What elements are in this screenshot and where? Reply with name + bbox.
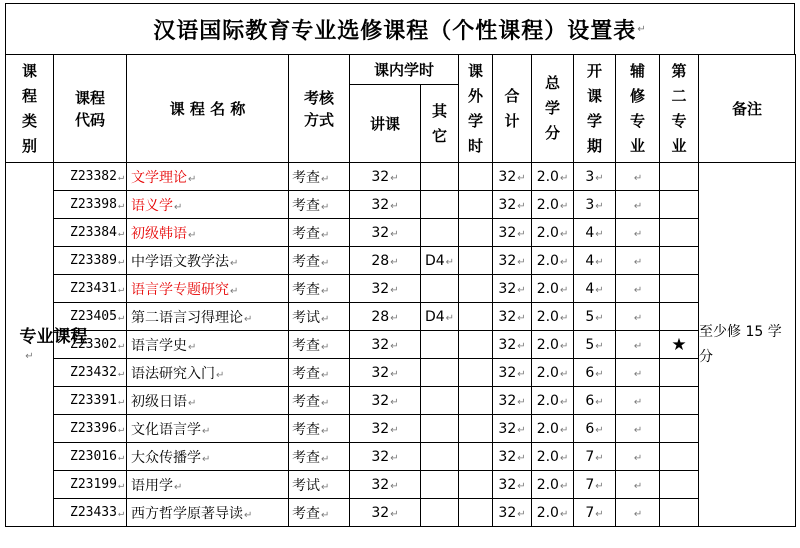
credits: 2.0↵	[532, 247, 574, 275]
paragraph-mark-icon: ↵	[559, 172, 569, 184]
course-code: Z23398↵	[54, 191, 127, 219]
paragraph-mark-icon: ↵	[445, 312, 455, 324]
document-page	[5, 3, 795, 527]
out-class-hours	[459, 387, 493, 415]
paragraph-mark-icon: ↵	[202, 425, 211, 437]
category-cell	[6, 163, 88, 527]
other-hours	[421, 163, 459, 191]
out-class-hours	[459, 191, 493, 219]
paragraph-mark-icon: ↵	[633, 508, 643, 520]
paragraph-mark-icon: ↵	[188, 397, 197, 409]
paragraph-mark-icon: ↵	[517, 508, 526, 520]
credits: 2.0↵	[532, 219, 574, 247]
table-row	[6, 443, 796, 471]
credits: 2.0↵	[532, 191, 574, 219]
table-title	[5, 3, 795, 54]
out-class-hours	[459, 415, 493, 443]
minor-flag	[616, 247, 660, 275]
paragraph-mark-icon: ↵	[188, 229, 197, 241]
paragraph-mark-icon: ↵	[244, 509, 253, 521]
paragraph-mark-icon: ↵	[633, 340, 643, 352]
paragraph-mark-icon: ↵	[390, 396, 399, 408]
paragraph-mark-icon: ↵	[517, 284, 526, 296]
course-name: 文化语言学↵	[127, 415, 289, 443]
other-hours	[421, 387, 459, 415]
paragraph-mark-icon: ↵	[595, 256, 604, 268]
table-row	[6, 331, 796, 359]
lecture-hours: 32↵	[350, 219, 421, 247]
table-row	[6, 303, 796, 331]
lecture-hours: 32↵	[350, 163, 421, 191]
paragraph-mark-icon: ↵	[230, 257, 239, 269]
paragraph-mark-icon: ↵	[188, 173, 197, 185]
paragraph-mark-icon: ↵	[117, 312, 124, 323]
lecture-hours: 32↵	[350, 415, 421, 443]
credits: 2.0↵	[532, 387, 574, 415]
header-out-class-hours: 课外学时	[459, 55, 493, 163]
table-row	[6, 219, 796, 247]
total-hours: 32↵	[493, 387, 532, 415]
credits: 2.0↵	[532, 303, 574, 331]
paragraph-mark-icon: ↵	[517, 172, 526, 184]
paragraph-mark-icon: ↵	[390, 200, 399, 212]
paragraph-mark-icon: ↵	[117, 452, 124, 463]
course-code: Z23199↵	[54, 471, 127, 499]
assessment-method: 考查↵	[289, 191, 350, 219]
paragraph-mark-icon: ↵	[633, 452, 643, 464]
other-hours	[421, 443, 459, 471]
second-major-flag: ★	[660, 331, 699, 359]
minor-flag	[616, 163, 660, 191]
total-hours: 32↵	[493, 275, 532, 303]
paragraph-mark-icon: ↵	[321, 481, 330, 493]
total-hours: 32↵	[493, 219, 532, 247]
course-code: Z23432↵	[54, 359, 127, 387]
paragraph-mark-icon: ↵	[174, 201, 183, 213]
minor-flag	[616, 191, 660, 219]
total-hours: 32↵	[493, 443, 532, 471]
paragraph-mark-icon: ↵	[517, 452, 526, 464]
credits: 2.0↵	[532, 415, 574, 443]
credits: 2.0↵	[532, 331, 574, 359]
course-name: 语言学史↵	[127, 331, 289, 359]
semester: 5↵	[574, 303, 616, 331]
paragraph-mark-icon: ↵	[595, 396, 604, 408]
total-hours: 32↵	[493, 415, 532, 443]
second-major-flag	[660, 219, 699, 247]
paragraph-mark-icon: ↵	[117, 284, 124, 295]
paragraph-mark-icon: ↵	[517, 312, 526, 324]
paragraph-mark-icon: ↵	[559, 508, 569, 520]
paragraph-mark-icon: ↵	[117, 340, 124, 351]
header-remark: 备注	[699, 55, 796, 163]
paragraph-mark-icon: ↵	[117, 228, 124, 239]
credits: 2.0↵	[532, 275, 574, 303]
course-code: Z23391↵	[54, 387, 127, 415]
lecture-hours: 32↵	[350, 275, 421, 303]
assessment-method: 考查↵	[289, 247, 350, 275]
paragraph-mark-icon: ↵	[321, 285, 330, 297]
header-category: 课程类别	[6, 55, 54, 163]
paragraph-mark-icon: ↵	[321, 425, 330, 437]
course-code: Z23389↵	[54, 247, 127, 275]
paragraph-mark-icon: ↵	[633, 424, 643, 436]
assessment-method: 考查↵	[289, 359, 350, 387]
out-class-hours	[459, 443, 493, 471]
paragraph-mark-icon: ↵	[117, 368, 124, 379]
second-major-flag	[660, 499, 699, 527]
paragraph-mark-icon: ↵	[390, 284, 399, 296]
paragraph-mark-icon: ↵	[390, 256, 399, 268]
paragraph-mark-icon: ↵	[595, 228, 604, 240]
remark-text: 至少修 15 学分	[699, 323, 782, 365]
paragraph-mark-icon: ↵	[637, 23, 647, 35]
paragraph-mark-icon: ↵	[321, 173, 330, 185]
paragraph-mark-icon: ↵	[117, 396, 124, 407]
paragraph-mark-icon: ↵	[188, 341, 197, 353]
header-other: 其它	[421, 85, 459, 163]
assessment-method: 考查↵	[289, 387, 350, 415]
paragraph-mark-icon: ↵	[517, 228, 526, 240]
semester: 7↵	[574, 499, 616, 527]
assessment-method: 考查↵	[289, 163, 350, 191]
total-hours: 32↵	[493, 359, 532, 387]
assessment-method: 考查↵	[289, 219, 350, 247]
minor-flag	[616, 275, 660, 303]
out-class-hours	[459, 359, 493, 387]
lecture-hours: 32↵	[350, 331, 421, 359]
other-hours	[421, 471, 459, 499]
paragraph-mark-icon: ↵	[595, 368, 604, 380]
out-class-hours	[459, 247, 493, 275]
paragraph-mark-icon: ↵	[321, 453, 330, 465]
out-class-hours	[459, 275, 493, 303]
table-row	[6, 275, 796, 303]
other-hours	[421, 275, 459, 303]
paragraph-mark-icon: ↵	[559, 256, 569, 268]
paragraph-mark-icon: ↵	[390, 228, 399, 240]
second-major-flag	[660, 387, 699, 415]
paragraph-mark-icon: ↵	[117, 424, 124, 435]
semester: 4↵	[574, 219, 616, 247]
total-hours: 32↵	[493, 331, 532, 359]
semester: 7↵	[574, 443, 616, 471]
other-hours: D4↵	[421, 303, 459, 331]
paragraph-mark-icon: ↵	[321, 229, 330, 241]
lecture-hours: 32↵	[350, 387, 421, 415]
course-code: Z23396↵	[54, 415, 127, 443]
paragraph-mark-icon: ↵	[321, 509, 330, 521]
total-hours: 32↵	[493, 163, 532, 191]
second-major-flag	[660, 303, 699, 331]
header-assessment: 考核方式	[289, 55, 350, 163]
paragraph-mark-icon: ↵	[595, 480, 604, 492]
paragraph-mark-icon: ↵	[595, 424, 604, 436]
paragraph-mark-icon: ↵	[517, 200, 526, 212]
minor-flag	[616, 219, 660, 247]
paragraph-mark-icon: ↵	[202, 453, 211, 465]
paragraph-mark-icon: ↵	[390, 424, 399, 436]
table-row	[6, 387, 796, 415]
course-code: Z23431↵	[54, 275, 127, 303]
paragraph-mark-icon: ↵	[633, 200, 643, 212]
paragraph-mark-icon: ↵	[633, 396, 643, 408]
paragraph-mark-icon: ↵	[559, 480, 569, 492]
table-row	[6, 191, 796, 219]
total-hours: 32↵	[493, 191, 532, 219]
remark-cell	[699, 163, 796, 527]
second-major-flag	[660, 247, 699, 275]
paragraph-mark-icon: ↵	[595, 340, 604, 352]
paragraph-mark-icon: ↵	[517, 396, 526, 408]
paragraph-mark-icon: ↵	[559, 340, 569, 352]
semester: 4↵	[574, 275, 616, 303]
second-major-flag	[660, 163, 699, 191]
paragraph-mark-icon: ↵	[595, 312, 604, 324]
course-name: 第二语言习得理论↵	[127, 303, 289, 331]
out-class-hours	[459, 163, 493, 191]
course-code: Z23433↵	[54, 499, 127, 527]
paragraph-mark-icon: ↵	[117, 256, 124, 267]
assessment-method: 考查↵	[289, 499, 350, 527]
credits: 2.0↵	[532, 471, 574, 499]
paragraph-mark-icon: ↵	[321, 201, 330, 213]
other-hours	[421, 219, 459, 247]
second-major-flag	[660, 191, 699, 219]
out-class-hours	[459, 499, 493, 527]
semester: 6↵	[574, 415, 616, 443]
out-class-hours	[459, 471, 493, 499]
paragraph-mark-icon: ↵	[559, 452, 569, 464]
paragraph-mark-icon: ↵	[517, 256, 526, 268]
minor-flag	[616, 415, 660, 443]
paragraph-mark-icon: ↵	[633, 228, 643, 240]
paragraph-mark-icon: ↵	[216, 369, 225, 381]
lecture-hours: 32↵	[350, 359, 421, 387]
paragraph-mark-icon: ↵	[390, 172, 399, 184]
paragraph-mark-icon: ↵	[117, 172, 124, 183]
other-hours	[421, 331, 459, 359]
paragraph-mark-icon: ↵	[559, 284, 569, 296]
credits: 2.0↵	[532, 443, 574, 471]
semester: 3↵	[574, 191, 616, 219]
semester: 4↵	[574, 247, 616, 275]
paragraph-mark-icon: ↵	[321, 313, 330, 325]
paragraph-mark-icon: ↵	[117, 508, 124, 519]
paragraph-mark-icon: ↵	[321, 397, 330, 409]
course-name: 初级韩语↵	[127, 219, 289, 247]
course-name: 文学理论↵	[127, 163, 289, 191]
paragraph-mark-icon: ↵	[230, 285, 239, 297]
credits: 2.0↵	[532, 359, 574, 387]
paragraph-mark-icon: ↵	[595, 452, 604, 464]
paragraph-mark-icon: ↵	[559, 200, 569, 212]
header-total: 合计	[493, 55, 532, 163]
credits: 2.0↵	[532, 163, 574, 191]
paragraph-mark-icon: ↵	[595, 508, 604, 520]
paragraph-mark-icon: ↵	[117, 200, 124, 211]
lecture-hours: 32↵	[350, 471, 421, 499]
paragraph-mark-icon: ↵	[390, 312, 399, 324]
paragraph-mark-icon: ↵	[25, 350, 34, 362]
header-lecture: 讲课	[350, 85, 421, 163]
course-name: 语言学专题研究↵	[127, 275, 289, 303]
other-hours	[421, 191, 459, 219]
paragraph-mark-icon: ↵	[633, 312, 643, 324]
paragraph-mark-icon: ↵	[174, 481, 183, 493]
course-name: 大众传播学↵	[127, 443, 289, 471]
paragraph-mark-icon: ↵	[559, 312, 569, 324]
lecture-hours: 28↵	[350, 247, 421, 275]
header-minor: 辅修专业	[616, 55, 660, 163]
minor-flag	[616, 443, 660, 471]
course-code: Z23405↵	[54, 303, 127, 331]
paragraph-mark-icon: ↵	[244, 313, 253, 325]
header-name: 课 程 名 称	[127, 55, 289, 163]
course-code: Z23382↵	[54, 163, 127, 191]
paragraph-mark-icon: ↵	[633, 172, 643, 184]
course-name: 语义学↵	[127, 191, 289, 219]
credits: 2.0↵	[532, 499, 574, 527]
category-label: 专业课程	[19, 326, 88, 347]
total-hours: 32↵	[493, 499, 532, 527]
second-major-flag	[660, 275, 699, 303]
other-hours	[421, 359, 459, 387]
paragraph-mark-icon: ↵	[633, 480, 643, 492]
course-name: 西方哲学原著导读↵	[127, 499, 289, 527]
lecture-hours: 28↵	[350, 303, 421, 331]
total-hours: 32↵	[493, 247, 532, 275]
paragraph-mark-icon: ↵	[117, 480, 124, 491]
minor-flag	[616, 331, 660, 359]
paragraph-mark-icon: ↵	[633, 368, 643, 380]
header-semester: 开课学期	[574, 55, 616, 163]
paragraph-mark-icon: ↵	[390, 368, 399, 380]
second-major-flag	[660, 471, 699, 499]
lecture-hours: 32↵	[350, 499, 421, 527]
out-class-hours	[459, 219, 493, 247]
course-name: 中学语文教学法↵	[127, 247, 289, 275]
paragraph-mark-icon: ↵	[517, 480, 526, 492]
table-row	[6, 247, 796, 275]
paragraph-mark-icon: ↵	[445, 256, 455, 268]
semester: 6↵	[574, 359, 616, 387]
lecture-hours: 32↵	[350, 443, 421, 471]
paragraph-mark-icon: ↵	[595, 200, 604, 212]
out-class-hours	[459, 331, 493, 359]
course-table-body	[6, 163, 796, 527]
minor-flag	[616, 303, 660, 331]
table-row	[6, 471, 796, 499]
header-credits: 总学分	[532, 55, 574, 163]
course-code: Z23016↵	[54, 443, 127, 471]
paragraph-mark-icon: ↵	[633, 284, 643, 296]
paragraph-mark-icon: ↵	[559, 396, 569, 408]
minor-flag	[616, 359, 660, 387]
paragraph-mark-icon: ↵	[321, 369, 330, 381]
semester: 5↵	[574, 331, 616, 359]
minor-flag	[616, 471, 660, 499]
header-in-class-hours: 课内学时	[350, 55, 459, 85]
course-name: 语用学↵	[127, 471, 289, 499]
paragraph-mark-icon: ↵	[321, 341, 330, 353]
table-row	[6, 499, 796, 527]
paragraph-mark-icon: ↵	[559, 424, 569, 436]
course-table	[5, 54, 796, 527]
header-second-major: 第二专业	[660, 55, 699, 163]
out-class-hours	[459, 303, 493, 331]
minor-flag	[616, 387, 660, 415]
second-major-flag	[660, 415, 699, 443]
paragraph-mark-icon: ↵	[517, 424, 526, 436]
table-title-text: 汉语国际教育专业选修课程（个性课程）设置表	[153, 18, 637, 44]
total-hours: 32↵	[493, 303, 532, 331]
paragraph-mark-icon: ↵	[390, 452, 399, 464]
paragraph-mark-icon: ↵	[321, 257, 330, 269]
paragraph-mark-icon: ↵	[595, 172, 604, 184]
paragraph-mark-icon: ↵	[517, 340, 526, 352]
other-hours	[421, 499, 459, 527]
paragraph-mark-icon: ↵	[390, 340, 399, 352]
assessment-method: 考查↵	[289, 275, 350, 303]
semester: 6↵	[574, 387, 616, 415]
total-hours: 32↵	[493, 471, 532, 499]
other-hours: D4↵	[421, 247, 459, 275]
header-code: 课程代码	[54, 55, 127, 163]
assessment-method: 考试↵	[289, 471, 350, 499]
paragraph-mark-icon: ↵	[390, 480, 399, 492]
second-major-flag	[660, 359, 699, 387]
semester: 7↵	[574, 471, 616, 499]
lecture-hours: 32↵	[350, 191, 421, 219]
table-row	[6, 359, 796, 387]
paragraph-mark-icon: ↵	[390, 508, 399, 520]
table-row	[6, 163, 796, 191]
course-name: 初级日语↵	[127, 387, 289, 415]
other-hours	[421, 415, 459, 443]
course-code: Z23302↵	[54, 331, 127, 359]
assessment-method: 考查↵	[289, 331, 350, 359]
paragraph-mark-icon: ↵	[559, 368, 569, 380]
course-code: Z23384↵	[54, 219, 127, 247]
assessment-method: 考查↵	[289, 415, 350, 443]
minor-flag	[616, 499, 660, 527]
assessment-method: 考查↵	[289, 443, 350, 471]
course-name: 语法研究入门↵	[127, 359, 289, 387]
semester: 3↵	[574, 163, 616, 191]
second-major-flag	[660, 443, 699, 471]
paragraph-mark-icon: ↵	[633, 256, 643, 268]
assessment-method: 考试↵	[289, 303, 350, 331]
paragraph-mark-icon: ↵	[517, 368, 526, 380]
paragraph-mark-icon: ↵	[559, 228, 569, 240]
paragraph-mark-icon: ↵	[595, 284, 604, 296]
table-row	[6, 415, 796, 443]
